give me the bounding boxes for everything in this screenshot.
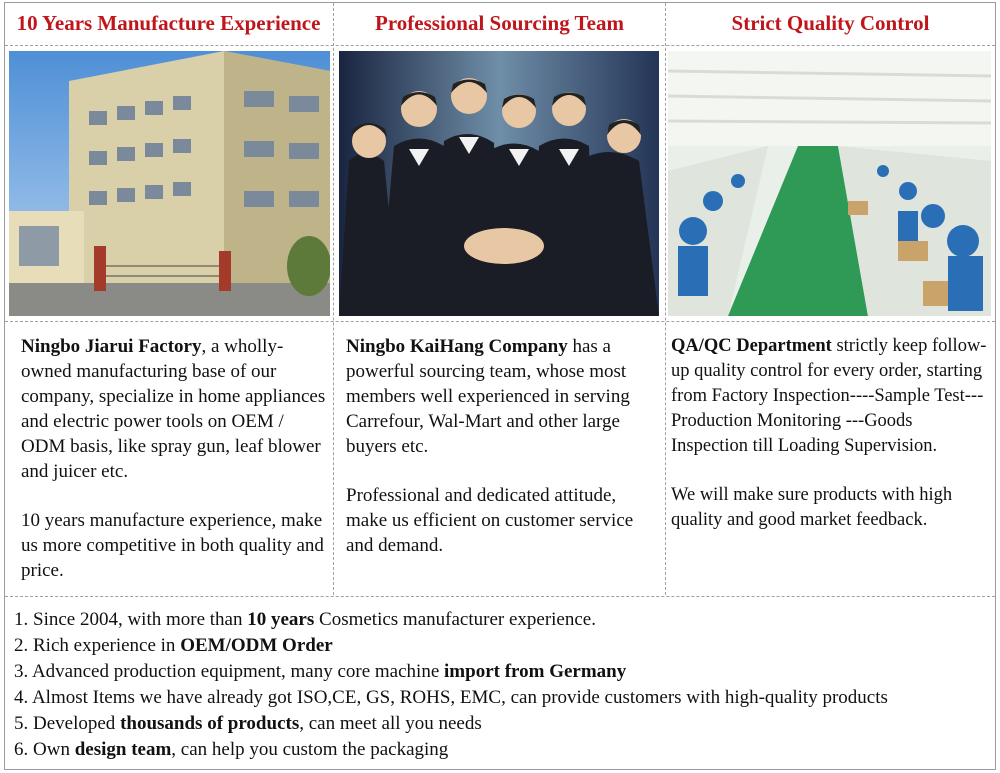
list-item: 2. Rich experience in OEM/ODM Order	[14, 635, 333, 656]
list-item: 3. Advanced production equipment, many core machine import from Germany	[14, 661, 627, 682]
list-item: 6. Own design team, can help you custom the packaging	[14, 739, 449, 760]
photo-divider	[5, 321, 995, 322]
list-item: 1. Since 2004, with more than 10 years Cosmetics manufacturer experience.	[14, 609, 596, 630]
factory-paragraph-1	[21, 334, 326, 484]
header-divider	[5, 45, 995, 46]
factory-paragraph-1-text: , a wholly-owned manufacturing base of our company, specialize in home appliances and electric power tools on OEM / ODM basis, like spray gun, leaf blower and juicer etc.	[21, 336, 326, 482]
header-quality-control: Strict Quality Control	[731, 10, 930, 35]
department-name: QA/QC Department	[671, 336, 832, 356]
quality-paragraph-1	[671, 334, 993, 459]
list-item: 5. Developed thousands of products, can meet all you needs	[14, 713, 482, 734]
header-sourcing-team: Professional Sourcing Team	[375, 10, 624, 35]
company-name: Ningbo KaiHang Company	[346, 336, 568, 357]
header-manufacture-experience: 10 Years Manufacture Experience	[16, 10, 321, 35]
sourcing-paragraph-1-text: has a powerful sourcing team, whose most members well experienced in serving Carrefour, Wal-Mart and other large buyers etc.	[346, 336, 630, 457]
quality-description	[671, 334, 993, 533]
quality-paragraph-1-text: strictly keep follow-up quality control for every order, starting from Factory Inspection----Sample Test---Production Monitoring ---Goods Inspection till Loading Supervision.	[671, 336, 987, 456]
advantages-list	[14, 607, 994, 763]
team-hands-photo	[339, 51, 659, 316]
column-divider	[333, 3, 334, 595]
factory-description	[21, 334, 326, 583]
sourcing-description	[346, 334, 661, 558]
factory-building-photo	[9, 51, 330, 316]
production-line-photo	[668, 51, 991, 316]
column-divider	[665, 3, 666, 595]
sourcing-paragraph-2: Professional and dedicated attitude, make us efficient on customer service and demand.	[346, 485, 634, 556]
factory-name: Ningbo Jiarui Factory	[21, 336, 202, 357]
sourcing-paragraph-1	[346, 334, 661, 459]
quality-paragraph-2: We will make sure products with high quality and good market feedback.	[671, 485, 953, 530]
list-item: 4. Almost Items we have already got ISO,CE, GS, ROHS, EMC, can provide customers with high-quality products	[14, 687, 888, 708]
list-divider	[5, 596, 995, 597]
factory-paragraph-2: 10 years manufacture experience, make us more competitive in both quality and price.	[21, 510, 324, 581]
